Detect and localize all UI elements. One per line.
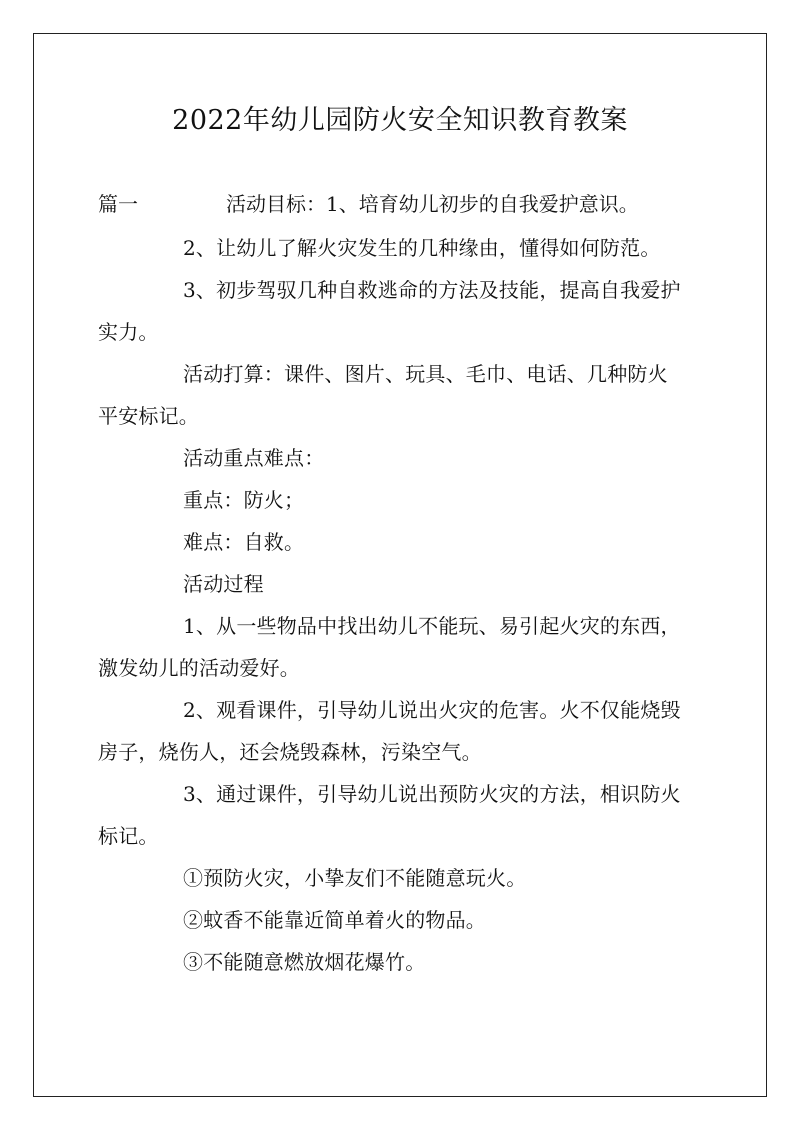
paragraph-line: 活动重点难点： — [183, 446, 325, 470]
paragraph-line: 2、观看课件，引导幼儿说出火灾的危害。火不仅能烧毁 — [183, 698, 681, 722]
paragraph-line: 2、让幼儿了解火灾发生的几种缘由，懂得如何防范。 — [183, 236, 661, 260]
paragraph-line: 活动打算：课件、图片、玩具、毛巾、电话、几种防火 — [183, 362, 668, 386]
document-title: 2022年幼儿园防火安全知识教育教案 — [172, 105, 628, 136]
paragraph-line: 难点：自救。 — [183, 530, 305, 554]
paragraph-line: 房子，烧伤人，还会烧毁森林，污染空气。 — [98, 740, 482, 764]
section-label: 篇一 — [98, 192, 138, 216]
paragraph-line: 1、从一些物品中找出幼儿不能玩、易引起火灾的东西， — [183, 614, 681, 638]
paragraph-line: 实力。 — [98, 320, 159, 344]
paragraph-line: 活动过程 — [183, 572, 264, 596]
paragraph-line: 活动目标：1、培育幼儿初步的自我爱护意识。 — [226, 192, 639, 216]
paragraph-line: ①预防火灾，小挚友们不能随意玩火。 — [183, 866, 527, 890]
paragraph-line: ②蚊香不能靠近简单着火的物品。 — [183, 908, 486, 932]
paragraph-line: 重点：防火； — [183, 488, 305, 512]
paragraph-line: ③不能随意燃放烟花爆竹。 — [183, 950, 426, 974]
paragraph-line: 3、通过课件，引导幼儿说出预防火灾的方法，相识防火 — [183, 782, 681, 806]
paragraph-line: 激发幼儿的活动爱好。 — [98, 656, 300, 680]
paragraph-line: 标记。 — [98, 824, 159, 848]
paragraph-line: 3、初步驾驭几种自救逃命的方法及技能，提高自我爱护 — [183, 278, 681, 302]
paragraph-line: 平安标记。 — [98, 404, 199, 428]
